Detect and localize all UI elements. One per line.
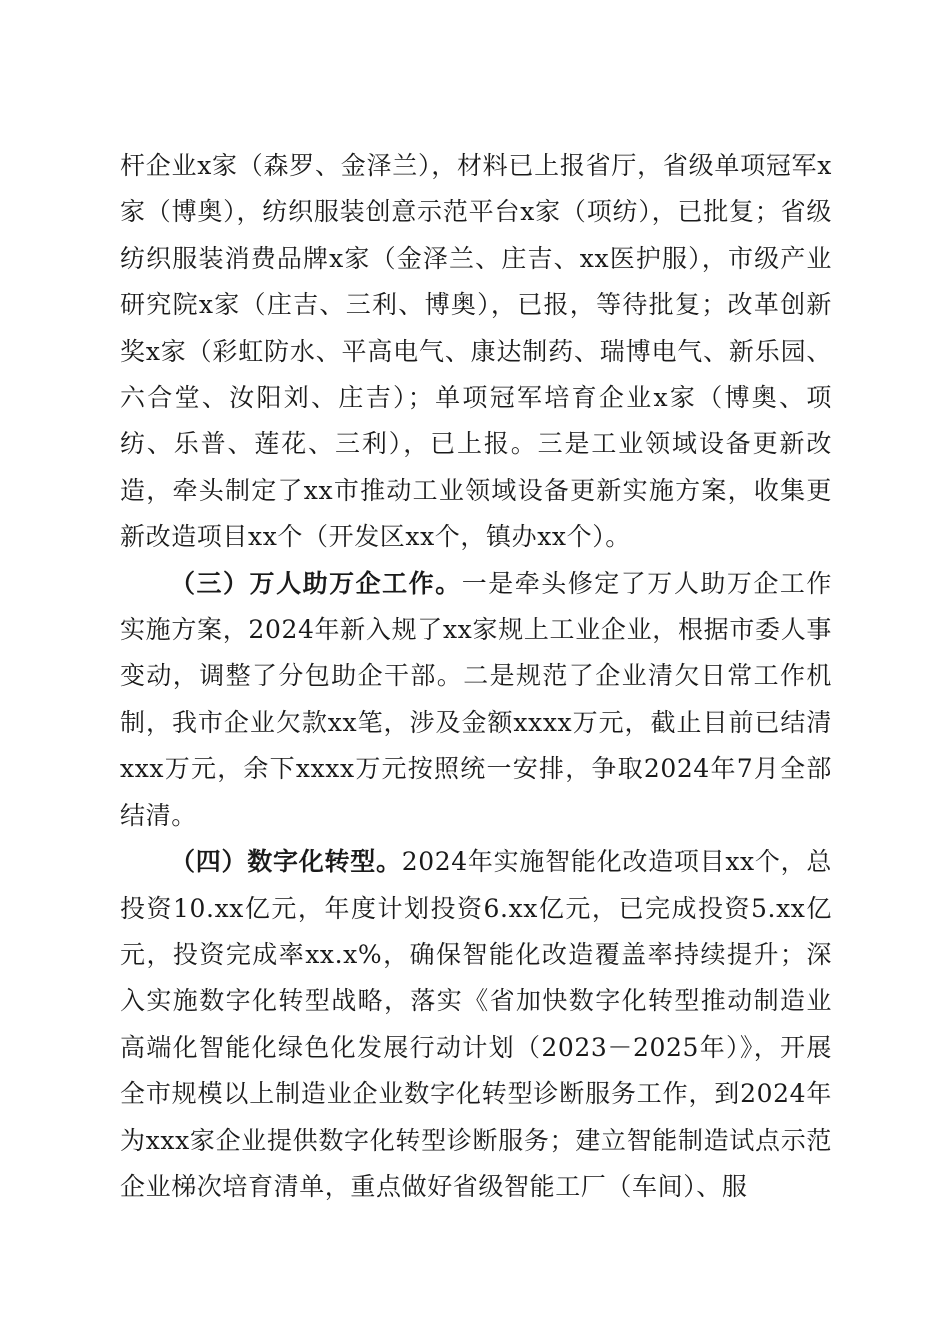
paragraph-text: 一是牵头修定了万人助万企工作实施方案，2024年新入规了xx家规上工业企业，根据市委人事变动，调整了分包助企干部。二是规范了企业清欠日常工作机制，我市企业欠款xx笔，涉及金额xxxx万元，截止目前已结清xxx万元，余下xxxx万元按照统一安排，争取2024年7月全部结清。 [120, 568, 832, 830]
section-heading-three: （三）万人助万企工作。 [170, 568, 462, 598]
paragraph-section-four [120, 839, 832, 1210]
paragraph-text: 2024年实施智能化改造项目xx个，总投资10.xx亿元，年度计划投资6.xx亿元，已完成投资5.xx亿元，投资完成率xx.x%，确保智能化改造覆盖率持续提升；深入实施数字化转型战略，落实《省加快数字化转型推动制造业高端化智能化绿色化发展行动计划（2023－2025年）》，开展全市规模以上制造业企业数字化转型诊断服务工作，到2024年为xxx家企业提供数字化转型诊断服务；建立智能制造试点示范企业梯次培育清单，重点做好省级智能工厂（车间）、服 [120, 847, 832, 1201]
paragraph-text: 杆企业x家（森罗、金泽兰），材料已上报省厅，省级单项冠军x家（博奥），纺织服装创意示范平台x家（项纺），已批复；省级纺织服装消费品牌x家（金泽兰、庄吉、xx医护服），市级产业研究院x家（庄吉、三利、博奥），已报，等待批复；改革创新奖x家（彩虹防水、平高电气、康达制药、瑞博电气、新乐园、六合堂、汝阳刘、庄吉）；单项冠军培育企业x家（博奥、项纺、乐普、莲花、三利），已上报。三是工业领域设备更新改造，牵头制定了xx市推动工业领域设备更新实施方案，收集更新改造项目xx个（开发区xx个，镇办xx个）。 [120, 151, 832, 552]
paragraph-section-three [120, 561, 832, 839]
section-heading-four: （四）数字化转型。 [170, 847, 402, 877]
document-body [120, 143, 832, 1210]
paragraph-enterprise-awards [120, 143, 832, 561]
